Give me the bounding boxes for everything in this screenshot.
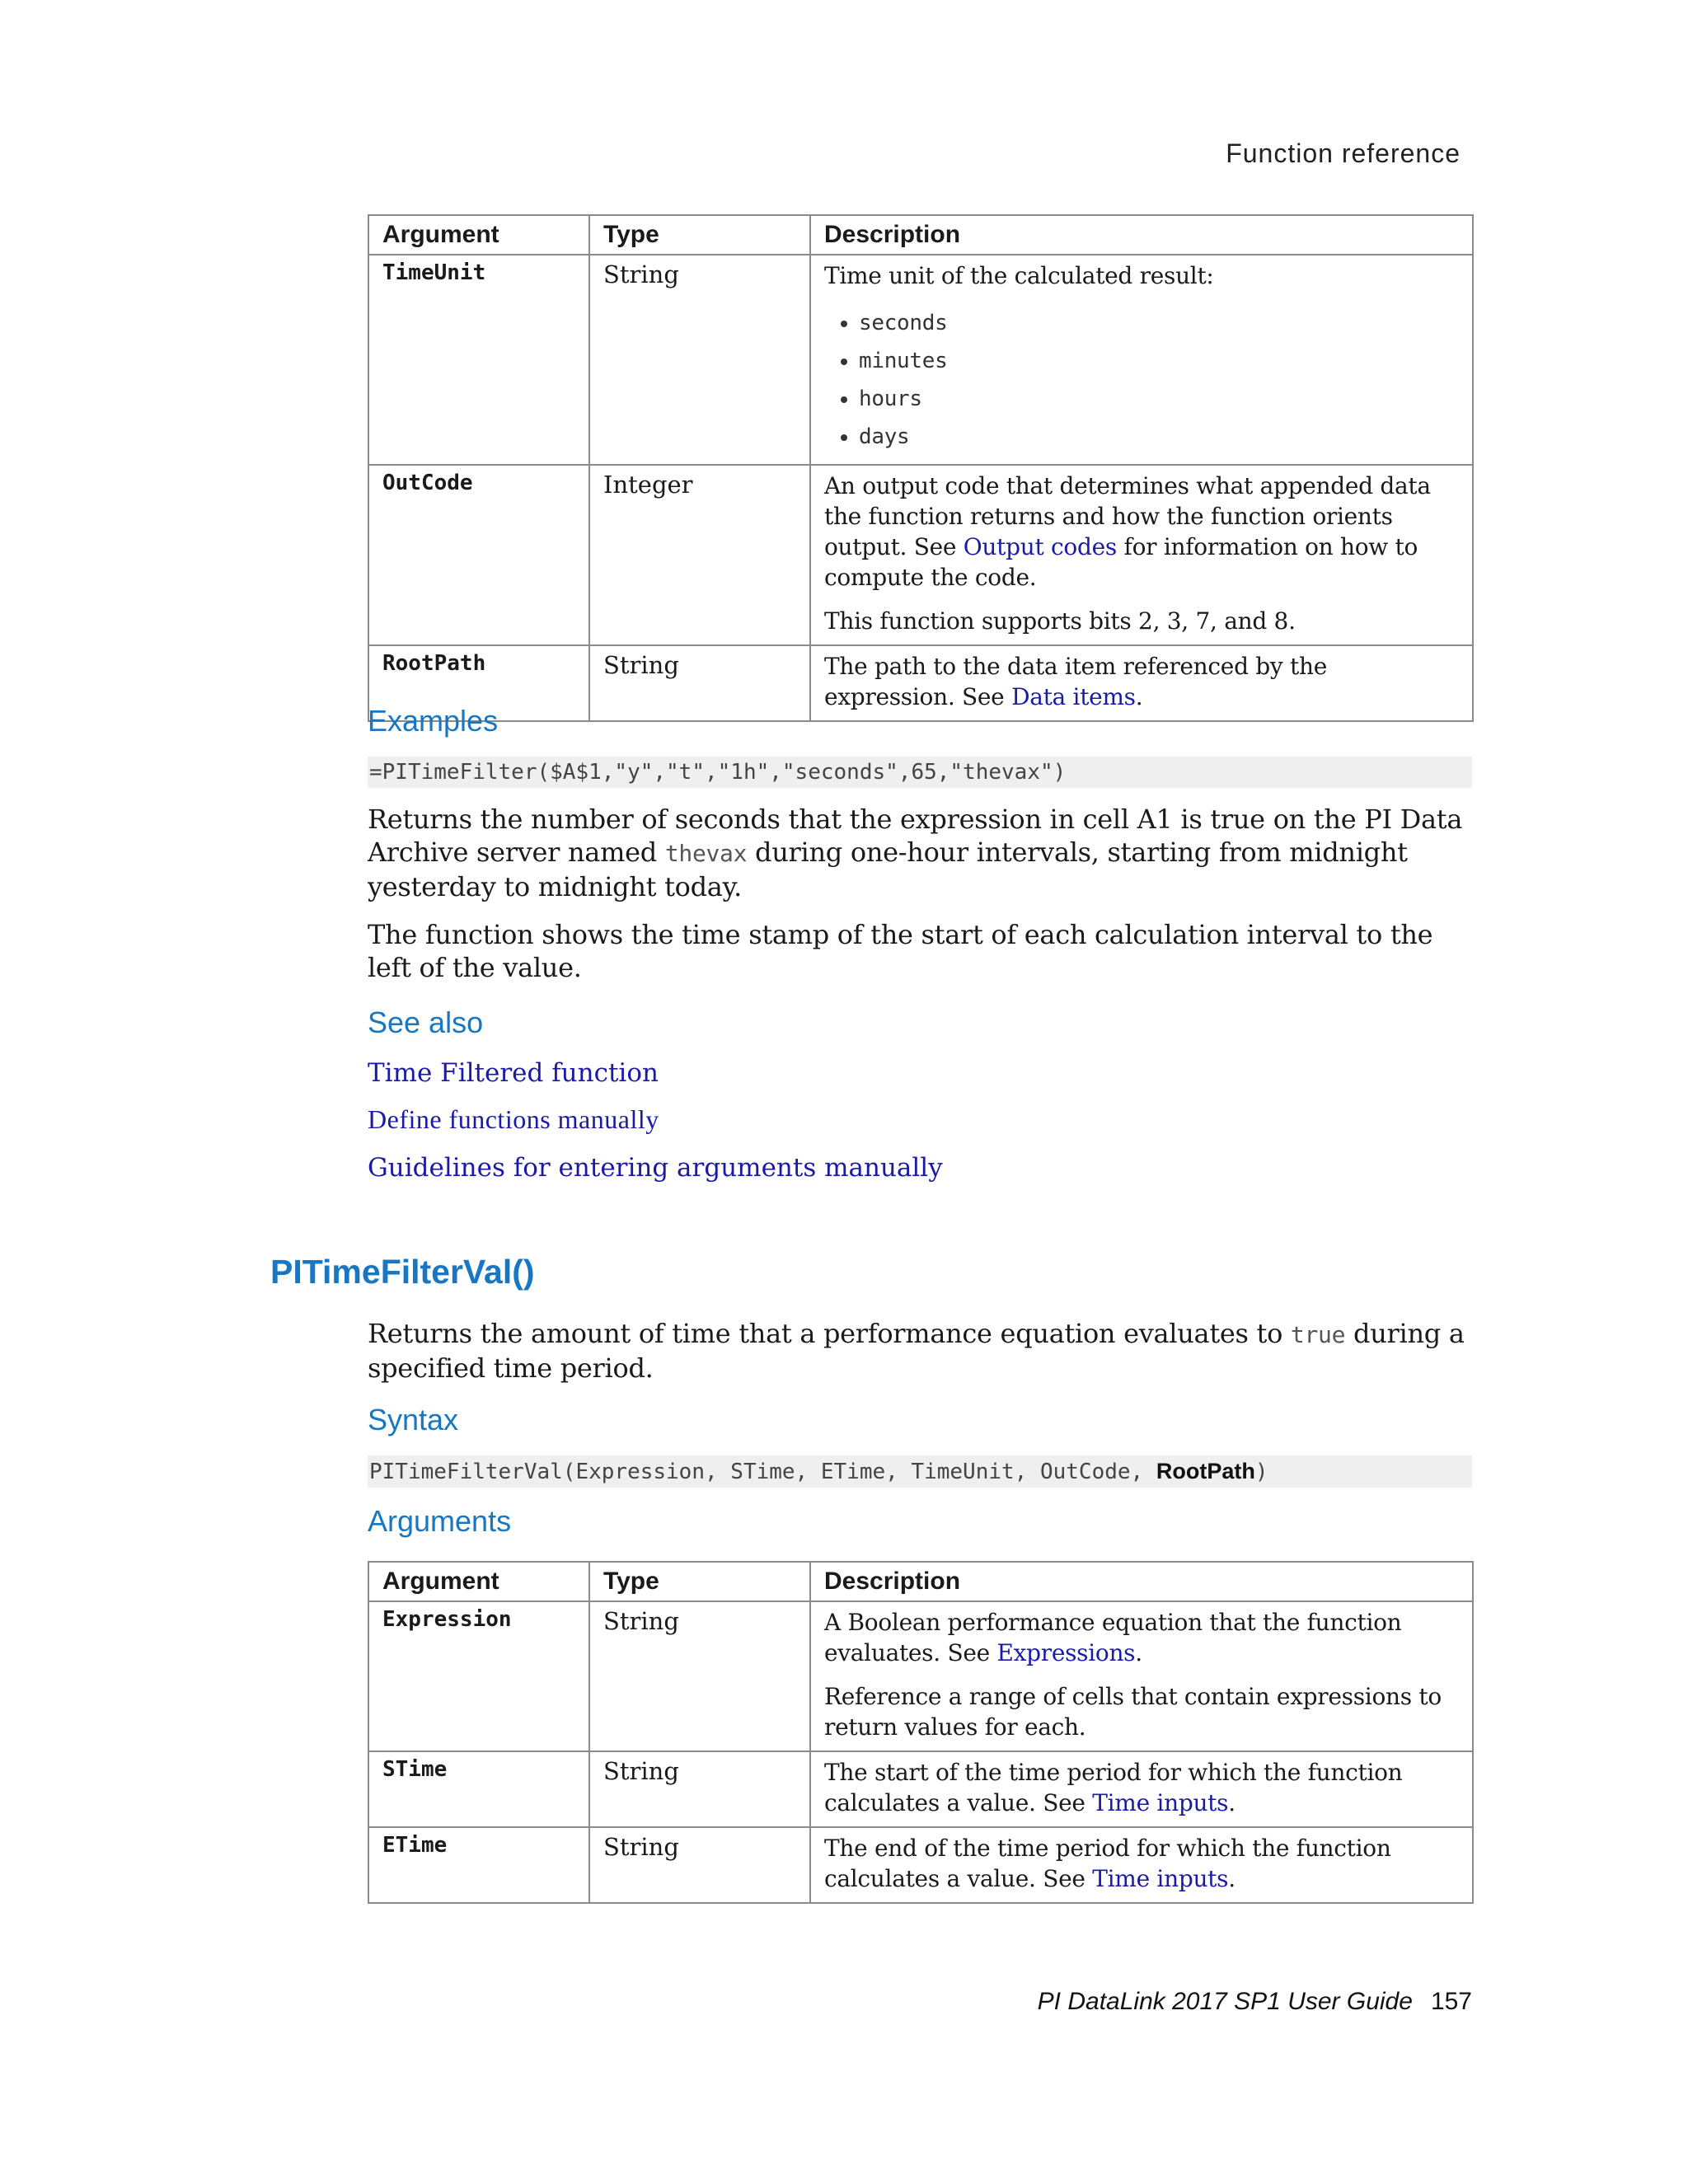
- examples-heading: Examples: [368, 704, 499, 738]
- description-text: Time unit of the calculated result:: [824, 262, 1214, 289]
- description-text-part: The path to the data item referenced by the expression. See: [824, 653, 1327, 710]
- list-item: • seconds: [859, 304, 1459, 342]
- example-paragraph: The function shows the time stamp of the start of each calculation interval to the left of the value.: [368, 919, 1433, 983]
- argument-name: Expression: [368, 1601, 589, 1751]
- description-text-part: A Boolean performance equation that the function evaluates. See: [824, 1609, 1402, 1666]
- description-text: [824, 1757, 1459, 1818]
- list-item: • days: [859, 418, 1459, 456]
- argument-type: String: [589, 1601, 810, 1751]
- description-text: [824, 651, 1459, 712]
- see-also-heading: See also: [368, 1005, 484, 1039]
- guide-title: PI DataLink 2017 SP1 User Guide: [1037, 1988, 1413, 2015]
- page-footer: [1038, 1988, 1472, 2016]
- column-header-type: Type: [589, 1562, 810, 1601]
- syntax-rootpath: RootPath: [1156, 1459, 1255, 1483]
- description-text: [824, 1833, 1459, 1894]
- running-header: Function reference: [1226, 138, 1461, 168]
- see-also-link-time-filtered[interactable]: Time Filtered function: [368, 1058, 659, 1088]
- arguments-table-continued: [368, 214, 1474, 722]
- true-code: true: [1290, 1321, 1346, 1348]
- table-row: [368, 465, 1473, 645]
- paragraph-text: Returns the number of seconds that the expression in cell A1 is true on the PI Data Archive server named: [368, 804, 1463, 868]
- list-item: • hours: [859, 380, 1459, 418]
- examples-section: [368, 704, 1472, 984]
- example-code: =PITimeFilter($A$1,"y","t","1h","seconds",65,"thevax"): [368, 757, 1472, 788]
- description-text-part: The start of the time period for which the function calculates a value. See: [824, 1759, 1403, 1816]
- paragraph-text: Returns the amount of time that a performance equation evaluates to: [368, 1318, 1291, 1349]
- table-row: [368, 255, 1473, 465]
- timeunit-options-list: [824, 304, 1459, 456]
- syntax-heading: Syntax: [368, 1403, 459, 1436]
- function-title: PITimeFilterVal(): [270, 1253, 535, 1291]
- column-header-argument: Argument: [368, 1562, 589, 1601]
- argument-name: TimeUnit: [368, 255, 589, 465]
- description-text: Reference a range of cells that contain expressions to return values for each.: [824, 1683, 1442, 1741]
- syntax-code-end: ): [1254, 1460, 1268, 1484]
- function-intro-section: [368, 1317, 1472, 1539]
- see-also-link-define-functions[interactable]: Define functions manually: [368, 1104, 659, 1134]
- description-text-part: An output code that determines what appended data the function returns and how the function orients output. See: [824, 472, 1431, 560]
- column-header-description: Description: [810, 215, 1473, 255]
- table-row: [368, 1601, 1473, 1751]
- description-text-part: The end of the time period for which the function calculates a value. See: [824, 1835, 1391, 1892]
- example-paragraph: [368, 803, 1472, 903]
- column-header-type: Type: [589, 215, 810, 255]
- description-text: [824, 1607, 1459, 1668]
- see-also-section: [368, 1005, 1472, 1183]
- table-row: [368, 1827, 1473, 1903]
- syntax-code-text: PITimeFilterVal(Expression, STime, ETime, TimeUnit, OutCode,: [369, 1460, 1156, 1484]
- argument-name: RootPath: [368, 645, 589, 721]
- continued-arguments-table-section: [368, 214, 1472, 722]
- argument-description: [810, 1827, 1473, 1903]
- argument-description: [810, 1751, 1473, 1827]
- argument-name: ETime: [368, 1827, 589, 1903]
- argument-type: String: [589, 1751, 810, 1827]
- table-row: [368, 1751, 1473, 1827]
- argument-type: String: [589, 1827, 810, 1903]
- arguments-heading: Arguments: [368, 1504, 512, 1538]
- argument-description: [810, 255, 1473, 465]
- paragraph-text: during one-hour intervals, starting from midnight yesterday to midnight today.: [368, 837, 1408, 902]
- table-header-row: [368, 1562, 1473, 1601]
- column-header-description: Description: [810, 1562, 1473, 1601]
- argument-type: String: [589, 255, 810, 465]
- argument-description: [810, 1601, 1473, 1751]
- page-number: 157: [1430, 1988, 1472, 2015]
- arguments-table-section: [368, 1561, 1472, 1904]
- description-text: [824, 471, 1459, 593]
- description-text-part: .: [1135, 1639, 1142, 1666]
- arguments-table: [368, 1561, 1474, 1904]
- description-text-part: for information on how to compute the code.: [824, 533, 1418, 591]
- table-header-row: [368, 215, 1473, 255]
- description-text-part: .: [1135, 683, 1143, 710]
- function-intro: [368, 1317, 1472, 1385]
- argument-type: Integer: [589, 465, 810, 645]
- data-items-link[interactable]: Data items: [1011, 683, 1136, 710]
- time-inputs-link[interactable]: Time inputs: [1092, 1789, 1229, 1816]
- argument-name: STime: [368, 1751, 589, 1827]
- description-text-part: .: [1228, 1789, 1236, 1816]
- argument-description: [810, 465, 1473, 645]
- time-inputs-link[interactable]: Time inputs: [1092, 1865, 1229, 1892]
- paragraph-text: during a specified time period.: [368, 1318, 1465, 1384]
- description-text-part: .: [1228, 1865, 1236, 1892]
- syntax-code: [368, 1455, 1472, 1488]
- see-also-link-guidelines[interactable]: Guidelines for entering arguments manually: [368, 1153, 943, 1183]
- expressions-link[interactable]: Expressions: [996, 1639, 1136, 1666]
- list-item: • minutes: [859, 342, 1459, 380]
- output-codes-link[interactable]: Output codes: [963, 533, 1117, 560]
- argument-name: OutCode: [368, 465, 589, 645]
- description-text: This function supports bits 2, 3, 7, and 8.: [824, 607, 1296, 635]
- server-name-code: thevax: [664, 840, 748, 867]
- argument-type: String: [589, 645, 810, 721]
- column-header-argument: Argument: [368, 215, 589, 255]
